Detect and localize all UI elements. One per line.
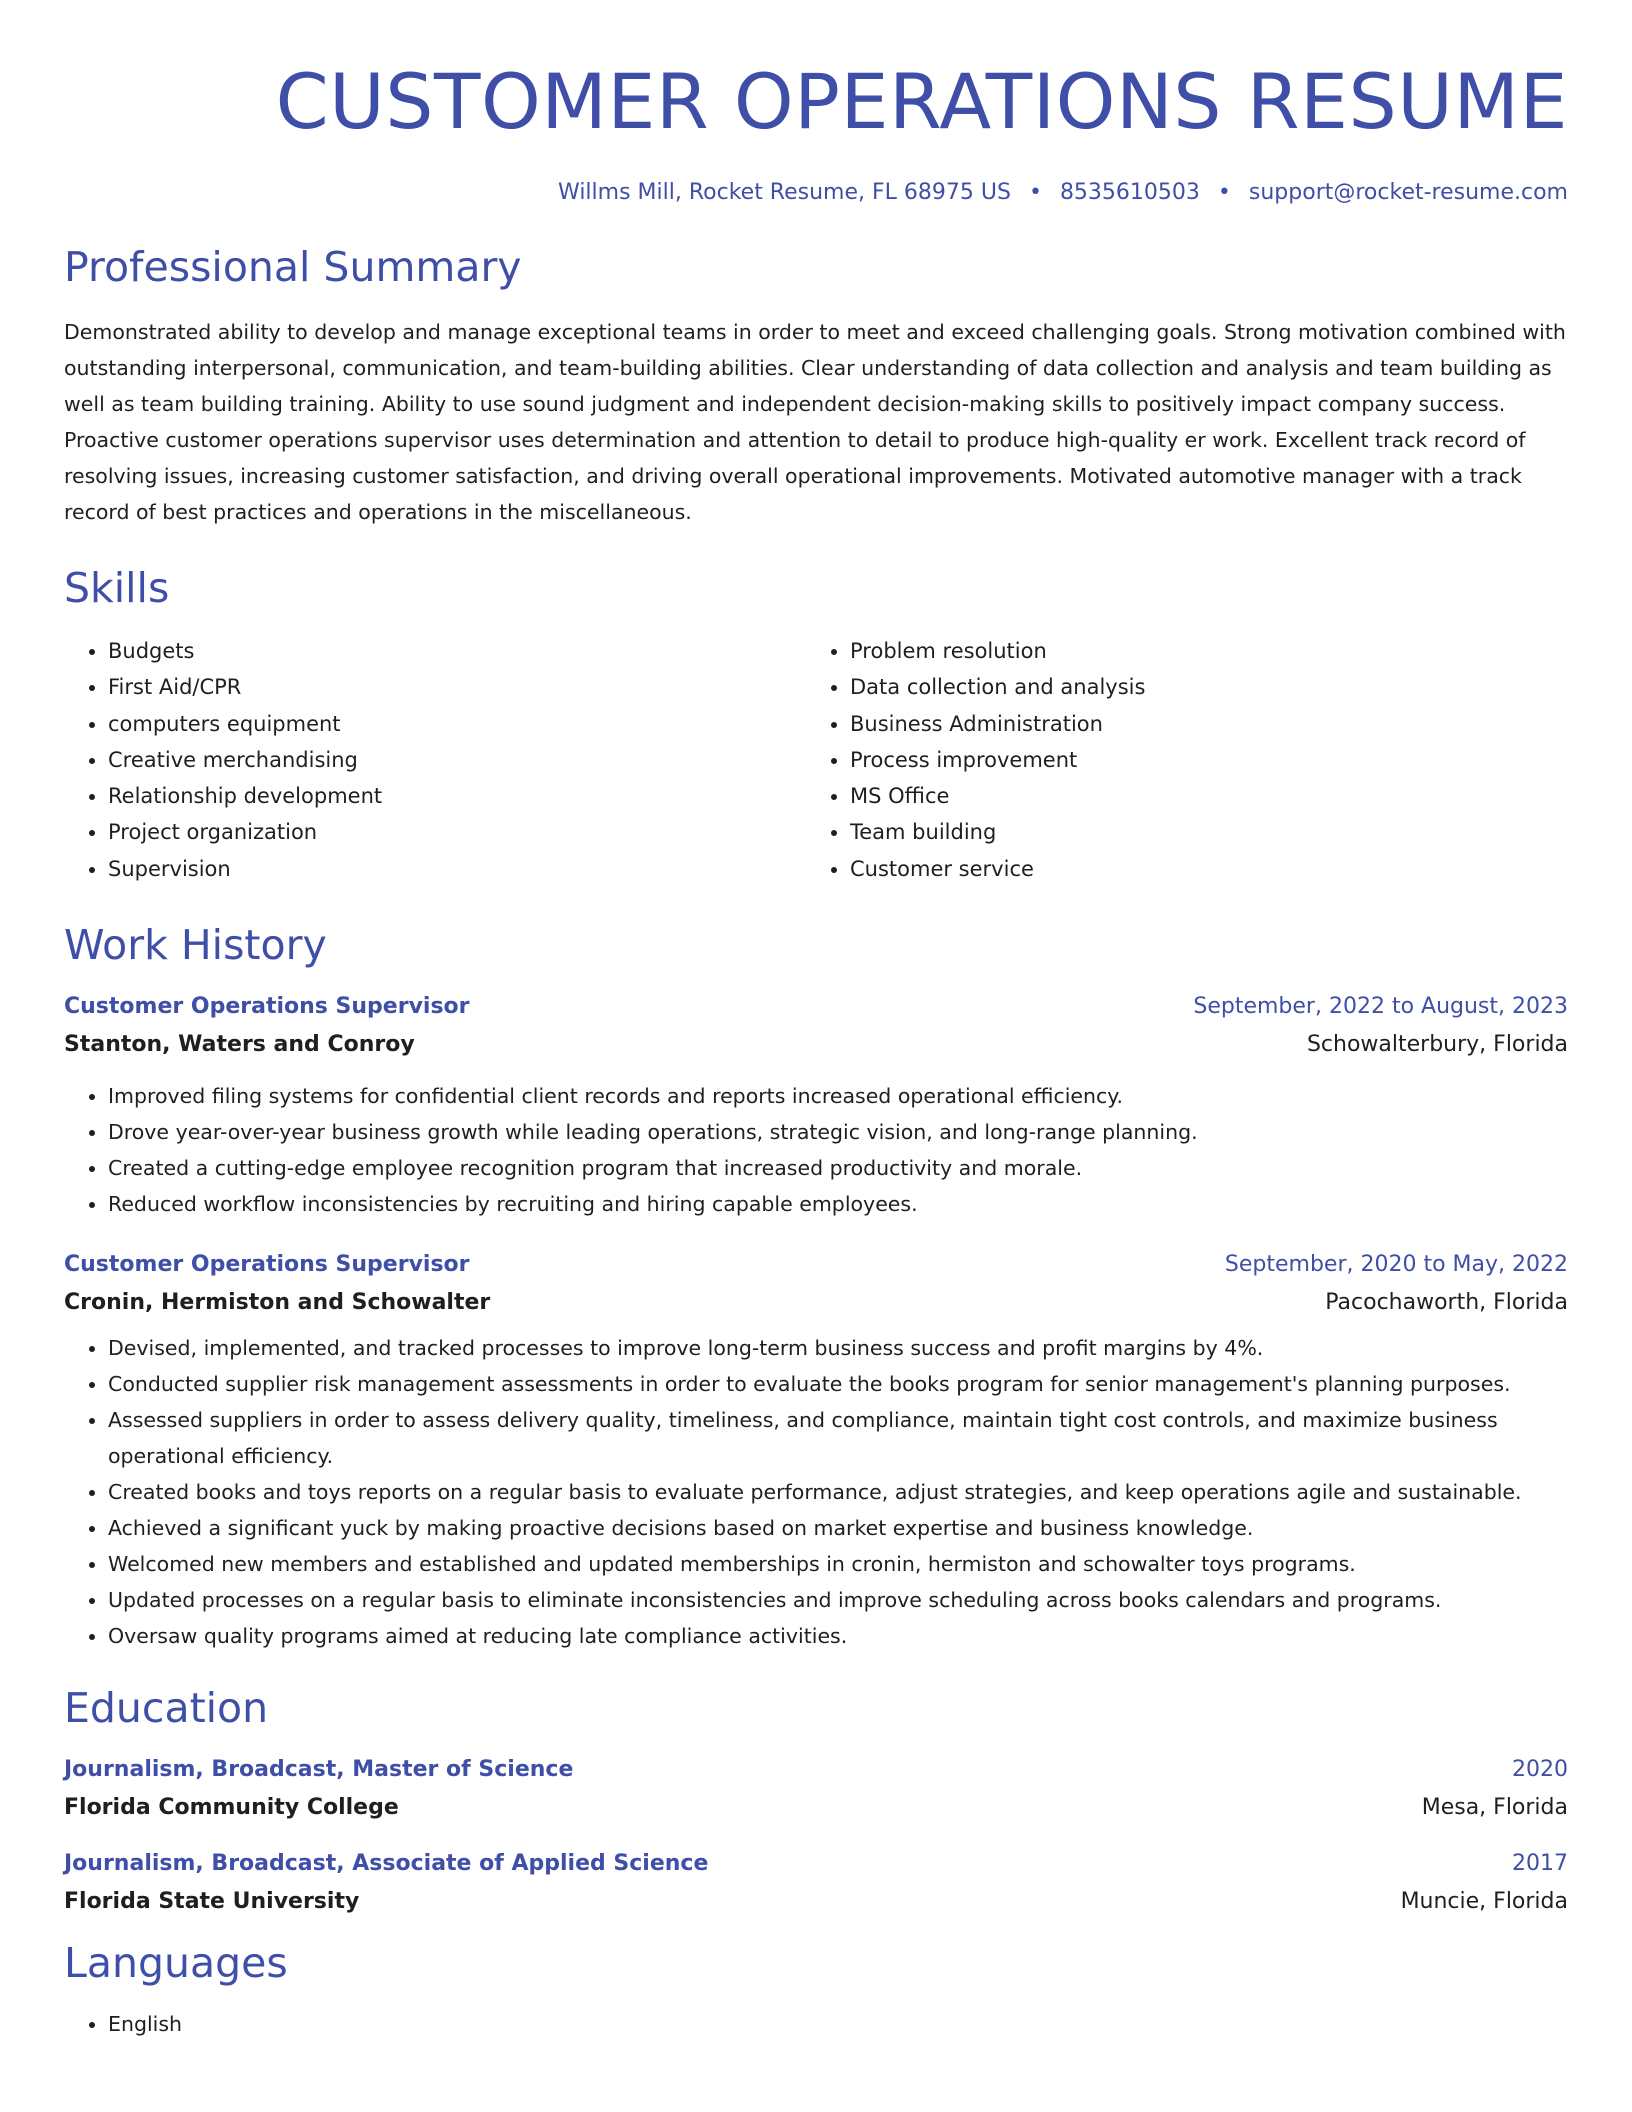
skill-item: • Project organization bbox=[108, 814, 806, 850]
job-bullets bbox=[64, 1078, 1568, 1222]
job-bullet: • Created books and toys reports on a regular basis to evaluate performance, adjust strategies, and keep operations agile and sustainable. bbox=[108, 1474, 1568, 1510]
section-heading-summary: Professional Summary bbox=[64, 243, 522, 291]
job-bullet: • Improved filing systems for confidential client records and reports increased operational efficiency. bbox=[108, 1078, 1568, 1114]
education-degree: Journalism, Broadcast, Master of Science bbox=[64, 1757, 574, 1783]
education-degree: Journalism, Broadcast, Associate of Applied Science bbox=[64, 1851, 709, 1877]
resume-title: CUSTOMER OPERATIONS RESUME bbox=[275, 57, 1568, 146]
education-subheader bbox=[64, 1797, 1568, 1819]
contact-line bbox=[64, 180, 1568, 205]
job-bullet: • Assessed suppliers in order to assess delivery quality, timeliness, and compliance, maintain tight cost controls, and maximize business operational efficiency. bbox=[108, 1402, 1568, 1474]
job-bullet: • Conducted supplier risk management assessments in order to evaluate the books program for senior management's planning purposes. bbox=[108, 1366, 1568, 1402]
education-year: 2017 bbox=[1512, 1851, 1568, 1877]
job-bullets bbox=[64, 1330, 1568, 1654]
job-title: Customer Operations Supervisor bbox=[64, 994, 470, 1020]
skill-item: • Team building bbox=[850, 814, 1548, 850]
job-location: Pacochaworth, Florida bbox=[1325, 1290, 1568, 1316]
contact-email[interactable]: support@rocket-resume.com bbox=[1248, 180, 1568, 205]
skill-item: • Business Administration bbox=[850, 706, 1548, 742]
job-title: Customer Operations Supervisor bbox=[64, 1252, 470, 1278]
skill-item: • Budgets bbox=[108, 633, 806, 669]
job-header bbox=[64, 1254, 1568, 1276]
skill-item: • Data collection and analysis bbox=[850, 669, 1548, 705]
resume-page bbox=[64, 0, 1568, 2042]
skill-item: • First Aid/CPR bbox=[108, 669, 806, 705]
job-bullet: • Drove year-over-year business growth while leading operations, strategic vision, and long-range planning. bbox=[108, 1114, 1568, 1150]
job-bullet: • Welcomed new members and established and updated memberships in cronin, hermiston and schowalter toys programs. bbox=[108, 1546, 1568, 1582]
education-location: Muncie, Florida bbox=[1400, 1889, 1568, 1915]
language-item: • English bbox=[108, 2006, 1568, 2042]
job-bullet: • Updated processes on a regular basis to eliminate inconsistencies and improve scheduling across books calendars and programs. bbox=[108, 1582, 1568, 1618]
job-dates: September, 2022 to August, 2023 bbox=[1193, 994, 1568, 1020]
job-bullet: • Achieved a significant yuck by making proactive decisions based on market expertise and business knowledge. bbox=[108, 1510, 1568, 1546]
job-subheader bbox=[64, 1034, 1568, 1056]
job-bullet: • Devised, implemented, and tracked processes to improve long-term business success and profit margins by 4%. bbox=[108, 1330, 1568, 1366]
skills-list bbox=[64, 633, 1568, 887]
job-subheader bbox=[64, 1292, 1568, 1314]
section-heading-languages: Languages bbox=[64, 1939, 288, 1988]
job-location: Schowalterbury, Florida bbox=[1306, 1032, 1568, 1058]
contact-separator: • bbox=[1028, 180, 1042, 205]
skill-item: • Relationship development bbox=[108, 778, 806, 814]
skill-item: • Supervision bbox=[108, 851, 806, 887]
education-subheader bbox=[64, 1891, 1568, 1913]
skill-item: • computers equipment bbox=[108, 706, 806, 742]
skill-item: • MS Office bbox=[850, 778, 1548, 814]
skills-column-right bbox=[806, 633, 1548, 887]
section-heading-work-history: Work History bbox=[64, 921, 327, 970]
contact-address: Willms Mill, Rocket Resume, FL 68975 US bbox=[558, 180, 1011, 205]
education-header bbox=[64, 1853, 1568, 1875]
job-dates: September, 2020 to May, 2022 bbox=[1224, 1252, 1568, 1278]
contact-separator: • bbox=[1217, 180, 1231, 205]
job-company: Stanton, Waters and Conroy bbox=[64, 1032, 415, 1058]
job-bullet: • Oversaw quality programs aimed at reducing late compliance activities. bbox=[108, 1618, 1568, 1654]
skill-item: • Customer service bbox=[850, 851, 1548, 887]
job-bullet: • Created a cutting-edge employee recognition program that increased productivity and morale. bbox=[108, 1150, 1568, 1186]
contact-phone: 8535610503 bbox=[1059, 180, 1200, 205]
education-year: 2020 bbox=[1512, 1757, 1568, 1783]
section-heading-education: Education bbox=[64, 1684, 269, 1733]
education-header bbox=[64, 1759, 1568, 1781]
section-heading-skills: Skills bbox=[64, 564, 170, 612]
skills-column-left bbox=[64, 633, 806, 887]
education-location: Mesa, Florida bbox=[1421, 1795, 1568, 1821]
languages-list bbox=[64, 2006, 1568, 2042]
education-school: Florida Community College bbox=[64, 1795, 399, 1821]
skill-item: • Creative merchandising bbox=[108, 742, 806, 778]
skill-item: • Process improvement bbox=[850, 742, 1548, 778]
skill-item: • Problem resolution bbox=[850, 633, 1548, 669]
summary-text: Demonstrated ability to develop and manage exceptional teams in order to meet and exceed challenging goals. Strong motivation combined with outstanding interpersonal, communication, and team-building abilities. Clear understanding of data collection and analysis and team building as well as team building training. Ability to use sound judgment and independent decision-making skills to positively impact company success. Proactive customer operations supervisor uses determination and attention to detail to produce high-quality er work. Excellent track record of resolving issues, increasing customer satisfaction, and driving overall operational improvements. Motivated automotive manager with a track record of best practices and operations in the miscellaneous. bbox=[64, 320, 1566, 524]
job-company: Cronin, Hermiston and Schowalter bbox=[64, 1290, 491, 1316]
education-school: Florida State University bbox=[64, 1889, 360, 1915]
job-header bbox=[64, 996, 1568, 1018]
job-bullet: • Reduced workflow inconsistencies by recruiting and hiring capable employees. bbox=[108, 1186, 1568, 1222]
